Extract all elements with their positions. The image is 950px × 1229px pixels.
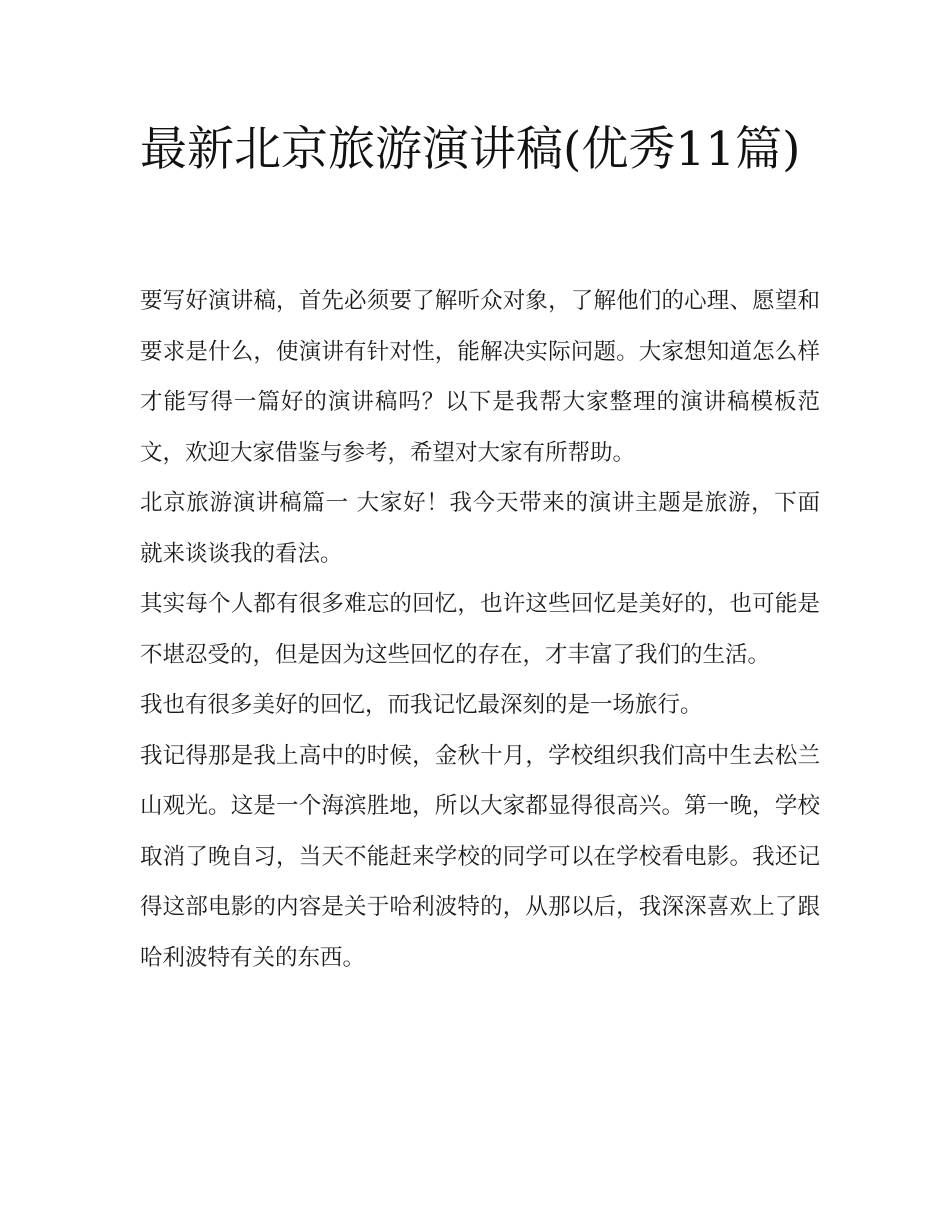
paragraph-memories: 其实每个人都有很多难忘的回忆，也许这些回忆是美好的，也可能是不堪忍受的，但是因为这些回忆的存在，才丰富了我们的生活。 <box>140 591 820 668</box>
document-title: 最新北京旅游演讲稿(优秀11篇) <box>140 122 801 177</box>
paragraph-speech-opening: 北京旅游演讲稿篇一 大家好！我今天带来的演讲主题是旅游，下面就来谈谈我的看法。 <box>140 490 820 567</box>
paragraph-high-school: 我记得那是我上高中的时候，金秋十月，学校组织我们高中生去松兰山观光。这是一个海滨胜地，所以大家都显得很高兴。第一晚，学校取消了晚自习，当天不能赶来学校的同学可以在学校看电影。我还记得这部电影的内容是关于哈利波特的，从那以后，我深深喜欢上了跟哈利波特有关的东西。 <box>140 742 820 971</box>
document-body <box>140 276 820 983</box>
paragraph-trip: 我也有很多美好的回忆，而我记忆最深刻的是一场旅行。 <box>140 692 703 718</box>
paragraph-intro: 要写好演讲稿，首先必须要了解听众对象，了解他们的心理、愿望和要求是什么，使演讲有针对性，能解决实际问题。大家想知道怎么样才能写得一篇好的演讲稿吗？以下是我帮大家整理的演讲稿模板范文，欢迎大家借鉴与参考，希望对大家有所帮助。 <box>140 288 820 466</box>
